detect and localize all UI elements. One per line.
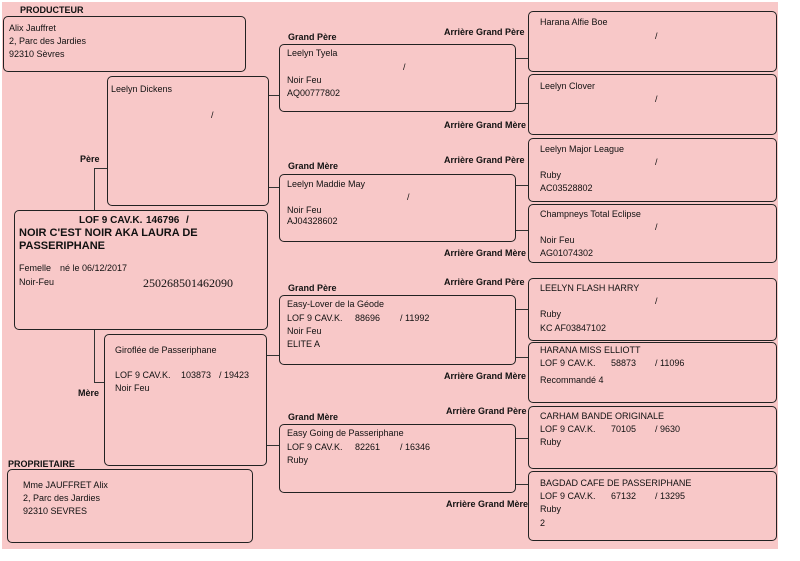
maternal-grandmother-box bbox=[279, 424, 516, 493]
paternal-grandfather-box bbox=[279, 44, 516, 112]
ggp-8-reg: LOF 9 CAV.K. bbox=[540, 491, 596, 501]
connector-line bbox=[269, 187, 279, 188]
gp-maternal-name: Easy-Lover de la Géode bbox=[287, 299, 385, 309]
great-grandparent-box-3 bbox=[528, 138, 777, 202]
father-name: Leelyn Dickens bbox=[111, 84, 173, 94]
ggp-8-color: Ruby bbox=[540, 504, 562, 514]
subject-sex: Femelle bbox=[19, 263, 52, 273]
gp-paternal-color: Noir Feu bbox=[287, 75, 322, 85]
agm-label-3: Arrière Grand Mère bbox=[444, 371, 527, 381]
pedigree-page bbox=[2, 2, 778, 549]
ggp-1-name: Harana Alfie Boe bbox=[540, 17, 608, 27]
connector-line bbox=[94, 168, 108, 169]
ggp-1-slash: / bbox=[655, 31, 658, 41]
subject-chip-number: 250268501462090 bbox=[143, 276, 233, 290]
great-grandparent-box-4 bbox=[528, 204, 777, 263]
producteur-name: Alix Jauffret bbox=[9, 23, 56, 33]
father-box bbox=[107, 76, 269, 206]
gp-maternal-reg: LOF 9 CAV.K. bbox=[287, 313, 343, 323]
ggp-8-extra: 2 bbox=[540, 518, 546, 528]
producteur-address-1: 2, Parc des Jardies bbox=[9, 36, 87, 46]
ggp-3-color: Ruby bbox=[540, 170, 562, 180]
ggp-7-slash: / 9630 bbox=[655, 424, 681, 434]
mere-label: Mère bbox=[78, 388, 100, 398]
connector-line bbox=[267, 355, 279, 356]
gm-maternal-slash: / 16346 bbox=[400, 442, 431, 452]
ggp-3-slash: / bbox=[655, 157, 658, 167]
producteur-address-2: 92310 Sèvres bbox=[9, 49, 65, 59]
ggp-4-slash: / bbox=[655, 222, 658, 232]
great-grandparent-box-1 bbox=[528, 11, 777, 72]
great-grandparent-box-5 bbox=[528, 278, 777, 341]
proprietaire-name: Mme JAUFFRET Alix bbox=[23, 480, 108, 490]
proprietaire-box bbox=[7, 469, 253, 543]
gp-paternal-slash: / bbox=[403, 62, 406, 72]
proprietaire-address-1: 2, Parc des Jardies bbox=[23, 493, 101, 503]
gp-maternal-color: Noir Feu bbox=[287, 326, 322, 336]
gm-maternal-color: Ruby bbox=[287, 455, 309, 465]
agp-label-4: Arrière Grand Père bbox=[446, 406, 527, 416]
grand-mere-label-maternal: Grand Mère bbox=[288, 412, 339, 422]
ggp-6-slash: / 11096 bbox=[655, 358, 685, 368]
gm-maternal-reg: LOF 9 CAV.K. bbox=[287, 442, 343, 452]
ggp-4-color: Noir Feu bbox=[540, 235, 575, 245]
producteur-box bbox=[3, 16, 246, 72]
ggp-8-name: BAGDAD CAFE DE PASSERIPHANE bbox=[540, 478, 692, 488]
connector-line bbox=[267, 445, 279, 446]
mother-number: 103873 bbox=[181, 370, 212, 380]
agm-label-4: Arrière Grand Mère bbox=[446, 499, 529, 509]
pere-label: Père bbox=[80, 154, 100, 164]
subject-reg-slash: / bbox=[186, 215, 189, 226]
great-grandparent-box-6 bbox=[528, 342, 777, 403]
maternal-grandfather-box bbox=[279, 295, 516, 365]
agm-label-1: Arrière Grand Mère bbox=[444, 120, 527, 130]
subject-box bbox=[14, 210, 268, 330]
ggp-7-number: 70105 bbox=[611, 424, 637, 434]
ggp-8-number: 67132 bbox=[611, 491, 637, 501]
ggp-3-reg: AC03528802 bbox=[540, 183, 593, 193]
subject-name-line-1: NOIR C'EST NOIR AKA LAURA DE bbox=[19, 227, 198, 239]
ggp-4-name: Champneys Total Eclipse bbox=[540, 209, 641, 219]
paternal-grandmother-box bbox=[279, 174, 516, 242]
gm-maternal-number: 82261 bbox=[355, 442, 381, 452]
gp-maternal-number: 88696 bbox=[355, 313, 381, 323]
ggp-7-color: Ruby bbox=[540, 437, 562, 447]
ggp-6-number: 58873 bbox=[611, 358, 637, 368]
ggp-6-reg: LOF 9 CAV.K. bbox=[540, 358, 596, 368]
mother-name: Giroflée de Passeriphane bbox=[115, 345, 217, 355]
ggp-7-name: CARHAM BANDE ORIGINALE bbox=[540, 411, 665, 421]
proprietaire-address-2: 92310 SEVRES bbox=[23, 506, 88, 516]
ggp-5-color: Ruby bbox=[540, 309, 562, 319]
subject-color: Noir-Feu bbox=[19, 277, 55, 287]
mother-slash: / 19423 bbox=[219, 370, 250, 380]
agp-label-1: Arrière Grand Père bbox=[444, 27, 525, 37]
connector-line bbox=[269, 95, 279, 96]
grand-pere-label-maternal: Grand Père bbox=[288, 283, 337, 293]
great-grandparent-box-7 bbox=[528, 406, 777, 469]
ggp-7-reg: LOF 9 CAV.K. bbox=[540, 424, 596, 434]
gm-paternal-slash: / bbox=[407, 192, 410, 202]
subject-name-line-2: PASSERIPHANE bbox=[19, 240, 105, 252]
ggp-5-reg: KC AF03847102 bbox=[540, 323, 607, 333]
connector-line bbox=[94, 168, 95, 210]
agp-label-2: Arrière Grand Père bbox=[444, 155, 525, 165]
ggp-5-name: LEELYN FLASH HARRY bbox=[540, 283, 640, 293]
subject-reg-prefix: LOF 9 CAV.K. bbox=[79, 215, 143, 226]
ggp-6-title: Recommandé 4 bbox=[540, 375, 604, 385]
proprietaire-label: PROPRIETAIRE bbox=[8, 459, 75, 469]
agm-label-2: Arrière Grand Mère bbox=[444, 248, 527, 258]
gm-paternal-reg: AJ04328602 bbox=[287, 216, 338, 226]
gp-paternal-reg: AQ00777802 bbox=[287, 88, 341, 98]
connector-line bbox=[94, 330, 95, 382]
ggp-5-slash: / bbox=[655, 296, 658, 306]
agp-label-3: Arrière Grand Père bbox=[444, 277, 525, 287]
gm-paternal-name: Leelyn Maddie May bbox=[287, 179, 366, 189]
ggp-4-reg: AG01074302 bbox=[540, 248, 594, 258]
producteur-label: PRODUCTEUR bbox=[20, 5, 84, 15]
subject-birth-date: né le 06/12/2017 bbox=[60, 263, 128, 273]
gm-maternal-name: Easy Going de Passeriphane bbox=[287, 428, 404, 438]
gp-maternal-slash: / 11992 bbox=[400, 313, 430, 323]
connector-line bbox=[94, 382, 104, 383]
gp-maternal-title: ELITE A bbox=[287, 339, 321, 349]
gm-paternal-color: Noir Feu bbox=[287, 205, 322, 215]
mother-color: Noir Feu bbox=[115, 383, 150, 393]
grand-mere-label-paternal: Grand Mère bbox=[288, 161, 339, 171]
ggp-2-name: Leelyn Clover bbox=[540, 81, 596, 91]
ggp-2-slash: / bbox=[655, 94, 658, 104]
great-grandparent-box-2 bbox=[528, 74, 777, 135]
mother-box bbox=[104, 334, 267, 466]
ggp-3-name: Leelyn Major League bbox=[540, 144, 625, 154]
father-slash: / bbox=[211, 110, 214, 120]
mother-reg: LOF 9 CAV.K. bbox=[115, 370, 171, 380]
ggp-8-slash: / 13295 bbox=[655, 491, 686, 501]
subject-reg-number: 146796 bbox=[146, 215, 180, 226]
great-grandparent-box-8 bbox=[528, 471, 777, 541]
grand-pere-label-paternal: Grand Père bbox=[288, 32, 337, 42]
ggp-6-name: HARANA MISS ELLIOTT bbox=[540, 345, 641, 355]
gp-paternal-name: Leelyn Tyela bbox=[287, 48, 338, 58]
